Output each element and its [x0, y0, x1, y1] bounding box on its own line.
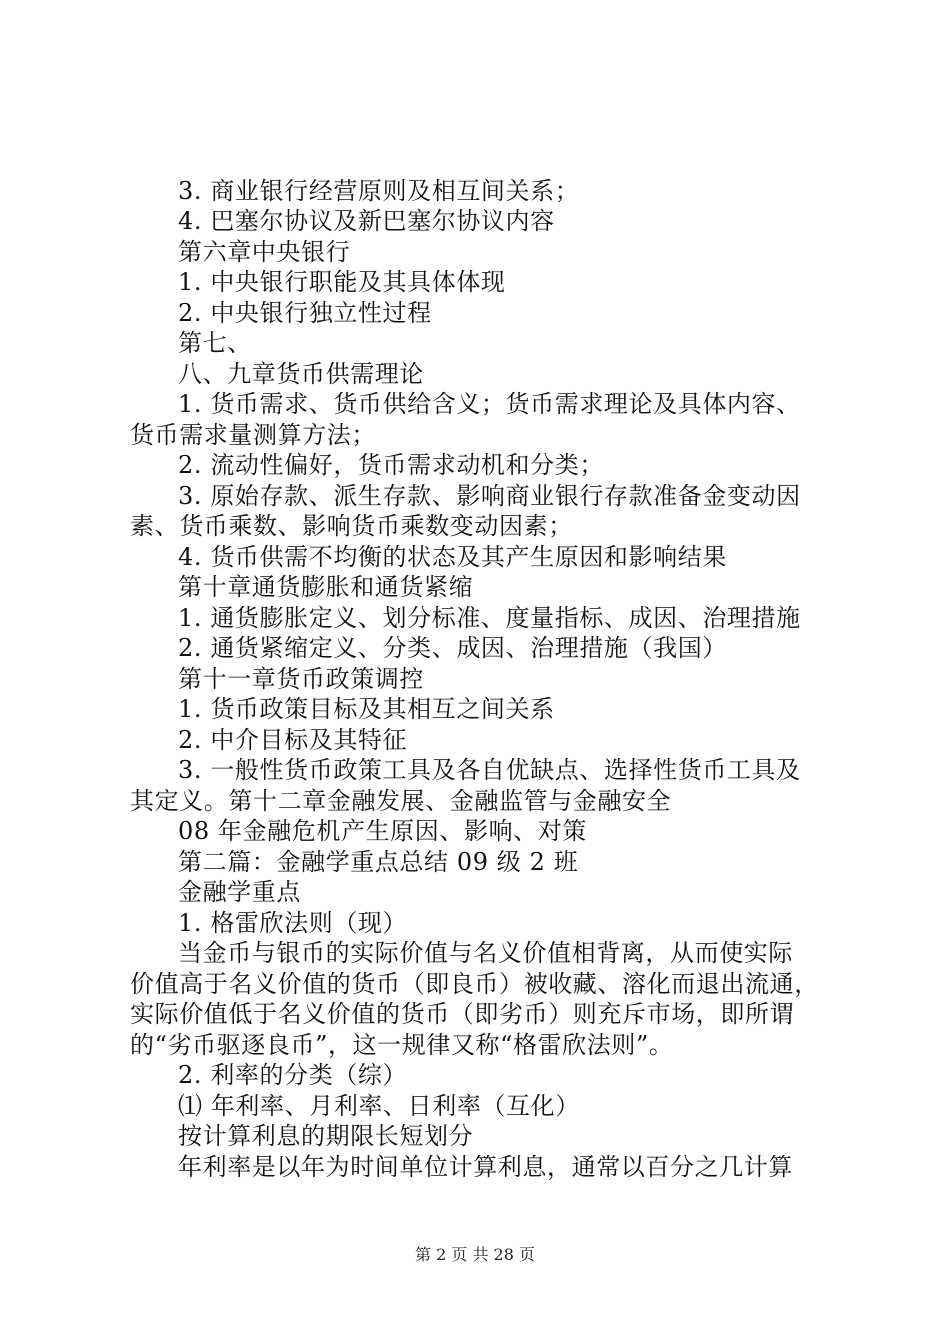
- section-heading: 金融学重点: [178, 878, 301, 906]
- text-line: 当金币与银币的实际价值与名义价值相背离，从而使实际: [178, 939, 793, 967]
- text-line: 1. 格雷欣法则（现）: [178, 909, 408, 937]
- text-line: 2. 中央银行独立性过程: [178, 299, 432, 327]
- text-line: 1. 货币政策目标及其相互之间关系: [178, 695, 555, 723]
- text-line: 的“劣币驱逐良币”，这一规律又称“格雷欣法则”。: [130, 1031, 674, 1059]
- section-heading: 第二篇：金融学重点总结 09 级 2 班: [178, 848, 579, 876]
- text-line: 价值高于名义价值的货币（即良币）被收藏、溶化而退出流通，: [130, 970, 819, 998]
- chapter-heading: 第十一章货币政策调控: [178, 665, 424, 693]
- text-line: 货币需求量测算方法；: [130, 421, 376, 449]
- text-line: 2. 利率的分类（综）: [178, 1061, 408, 1089]
- text-line: 1. 中央银行职能及其具体体现: [178, 268, 506, 296]
- text-line: 年利率是以年为时间单位计算利息，通常以百分之几计算: [178, 1153, 793, 1181]
- page-footer: 第 2 页 共 28 页: [415, 1245, 535, 1264]
- text-line: 实际价值低于名义价值的货币（即劣币）则充斥市场，即所谓: [130, 1000, 795, 1028]
- text-line: 1. 通货膨胀定义、划分标准、度量指标、成因、治理措施: [178, 604, 801, 632]
- text-line: 2. 流动性偏好，货币需求动机和分类；: [178, 451, 604, 479]
- text-line: 素、货币乘数、影响货币乘数变动因素；: [130, 512, 573, 540]
- chapter-heading: 第十章通货膨胀和通货紧缩: [178, 573, 474, 601]
- text-line: 2. 通货紧缩定义、分类、成因、治理措施（我国）: [178, 634, 727, 662]
- text-line: 2. 中介目标及其特征: [178, 726, 408, 754]
- text-line: 3. 商业银行经营原则及相互间关系；: [178, 177, 580, 205]
- text-line: ⑴ 年利率、月利率、日利率（互化）: [178, 1092, 580, 1120]
- text-line: 按计算利息的期限长短划分: [178, 1122, 474, 1150]
- chapter-heading: 第六章中央银行: [178, 238, 351, 266]
- chapter-heading: 第七、: [178, 329, 252, 357]
- text-line: 1. 货币需求、货币供给含义；货币需求理论及具体内容、: [178, 390, 801, 418]
- text-line: 4. 巴塞尔协议及新巴塞尔协议内容: [178, 207, 555, 235]
- text-line: 3. 原始存款、派生存款、影响商业银行存款准备金变动因: [178, 482, 801, 510]
- chapter-heading: 八、九章货币供需理论: [178, 360, 424, 388]
- text-line: 其定义。第十二章金融发展、金融监管与金融安全: [130, 787, 672, 815]
- text-line: 3. 一般性货币政策工具及各自优缺点、选择性货币工具及: [178, 756, 801, 784]
- text-line: 08 年金融危机产生原因、影响、对策: [178, 817, 587, 845]
- text-line: 4. 货币供需不均衡的状态及其产生原因和影响结果: [178, 543, 727, 571]
